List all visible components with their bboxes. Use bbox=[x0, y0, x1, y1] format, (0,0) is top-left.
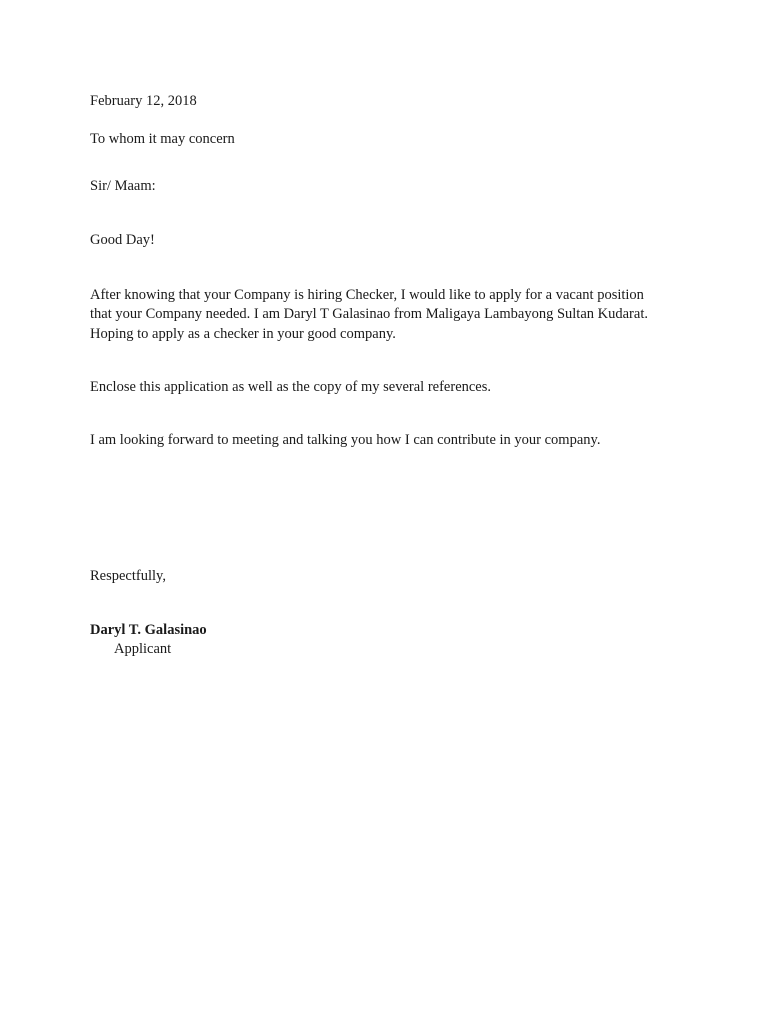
body-paragraph-enclosure: Enclose this application as well as the copy of my several references. bbox=[90, 379, 492, 395]
letter-recipient: To whom it may concern bbox=[90, 131, 235, 147]
letter-closing: Respectfully, bbox=[90, 568, 166, 584]
signature-name: Daryl T. Galasinao bbox=[90, 622, 207, 638]
paragraph-line: After knowing that your Company is hiring Checker, I would like to apply for a vacant position bbox=[90, 287, 644, 303]
letter-date: February 12, 2018 bbox=[90, 93, 197, 109]
letter-salutation: Sir/ Maam: bbox=[90, 178, 156, 194]
signature-title: Applicant bbox=[114, 641, 172, 657]
paragraph-line: that your Company needed. I am Daryl T Galasinao from Maligaya Lambayong Sultan Kudarat. bbox=[90, 306, 648, 323]
body-paragraph-application bbox=[90, 286, 648, 344]
body-paragraph-closing-remark: I am looking forward to meeting and talking you how I can contribute in your company. bbox=[90, 432, 601, 448]
paragraph-line: Hoping to apply as a checker in your good company. bbox=[90, 325, 396, 342]
letter-greeting: Good Day! bbox=[90, 232, 155, 248]
